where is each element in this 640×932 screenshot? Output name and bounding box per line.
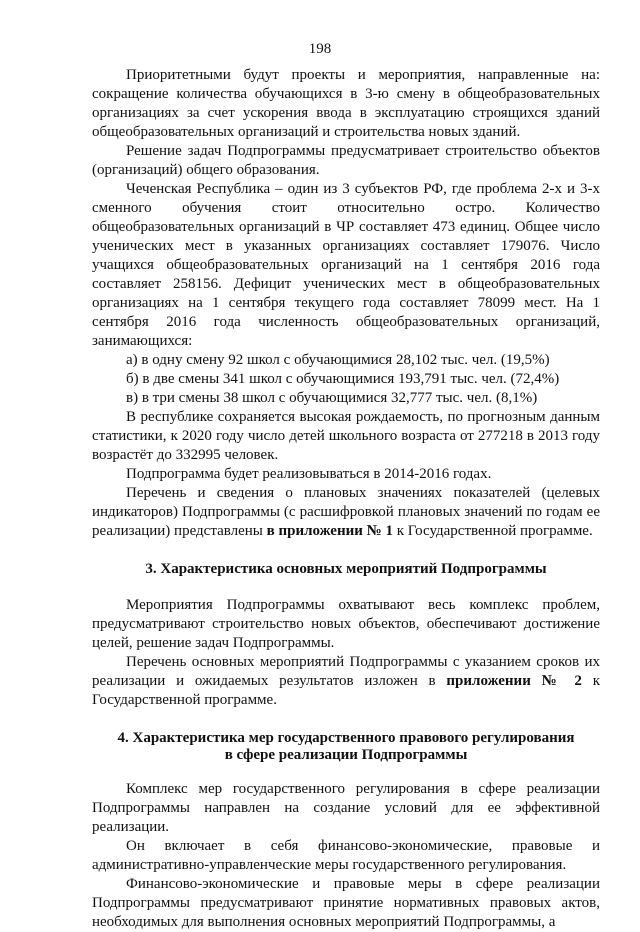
list-item-three-shifts: в) в три смены 38 школ с обучающимися 32,777 тыс. чел. (8,1%) bbox=[126, 390, 538, 406]
paragraph-implementation-period: Подпрограмма будет реализовываться в 2014-2016 годах. bbox=[126, 466, 492, 482]
annex2-reference: приложении № 2 bbox=[446, 673, 582, 689]
paragraph-annex1 bbox=[92, 484, 600, 541]
annex1-text-after: к Государственной программе. bbox=[392, 523, 593, 539]
section3-heading: 3. Характеристика основных мероприятий Подпрограммы bbox=[145, 561, 547, 577]
list-item-two-shifts: б) в две смены 341 школ с обучающимися 193,791 тыс. чел. (72,4%) bbox=[126, 371, 560, 387]
annex2-text-after: к Государственной программе. bbox=[92, 673, 600, 708]
annex1-reference: в приложении № 1 bbox=[266, 523, 393, 539]
page-content bbox=[92, 66, 600, 932]
paragraph-subprogram-tasks: Решение задач Подпрограммы предусматривает строительство объектов (организаций) общего образования. bbox=[92, 143, 600, 178]
paragraph-birth-rate: В республике сохраняется высокая рождаемость, по прогнозным данным статистики, к 2020 году число детей школьного возраста от 277218 в 2013 году возрастёт до 332995 человек. bbox=[92, 409, 600, 463]
page-number: 198 bbox=[308, 41, 332, 57]
section4-heading-line1: 4. Характеристика мер государственного правового регулирования bbox=[117, 730, 575, 746]
section4-paragraph-complex: Комплекс мер государственного регулирования в сфере реализации Подпрограммы направлен на создание условий для ее эффективной реализации. bbox=[92, 781, 600, 835]
section4-paragraph-includes: Он включает в себя финансово-экономические, правовые и административно-управленческие меры государственного регулирования. bbox=[92, 838, 600, 873]
section4-heading bbox=[92, 730, 600, 764]
list-item-one-shift: а) в одну смену 92 школ с обучающимися 28,102 тыс. чел. (19,5%) bbox=[126, 352, 550, 368]
paragraph-annex2 bbox=[92, 653, 600, 710]
paragraph-priorities: Приоритетными будут проекты и мероприятия, направленные на: сокращение количества обучающихся в 3-ю смену в общеобразовательных организациях за счет ускорения ввода в эксплуатацию строящихся зданий общеобразовательных организаций и строительства новых зданий. bbox=[92, 67, 600, 140]
section4-heading-line2: в сфере реализации Подпрограммы bbox=[224, 747, 468, 763]
annex2-text-before: Перечень основных мероприятий Подпрограммы с указанием сроков их реализации и ожидаемых результатов изложен в bbox=[92, 654, 600, 689]
paragraph-chechen-republic: Чеченская Республика – один из 3 субъектов РФ, где проблема 2-х и 3-х сменного обучения стоит относительно остро. Количество общеобразовательных организаций в ЧР составляет 473 единиц. Общее число ученических мест в указанных организациях составляет 179076. Число учащихся общеобразовательных организаций на 1 сентября 2016 года составляет 258156. Дефицит ученических мест в общеобразовательных организациях на 1 сентября текущего года составляет 78099 мест. На 1 сентября 2016 года численность общеобразовательных организаций, занимающихся: bbox=[92, 181, 600, 349]
section4-paragraph-financial: Финансово-экономические и правовые меры в сфере реализации Подпрограммы предусматривают принятие нормативных правовых актов, необходимых для выполнения основных мероприятий Подпрограммы, а bbox=[92, 876, 600, 930]
section3-paragraph: Мероприятия Подпрограммы охватывают весь комплекс проблем, предусматривают строительство новых объектов, обеспечивают достижение целей, решение задач Подпрограммы. bbox=[92, 597, 600, 651]
annex1-text-before: Перечень и сведения о плановых значениях показателей (целевых индикаторов) Подпрограммы (с расшифровкой плановых значений по годам ее реализации) представлены bbox=[92, 485, 600, 539]
